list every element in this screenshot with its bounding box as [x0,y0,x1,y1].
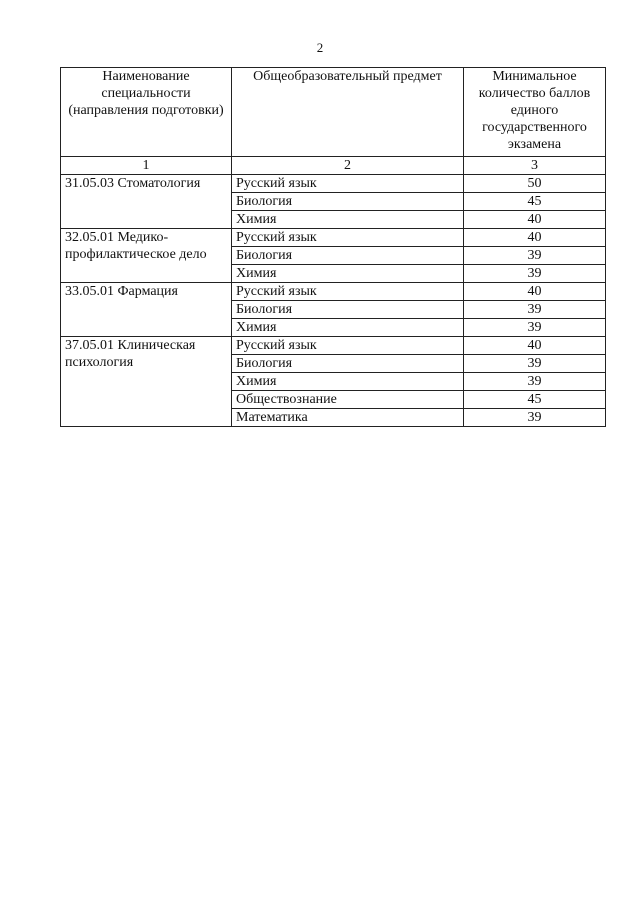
subject-cell: Биология [232,301,464,319]
subject-cell: Биология [232,355,464,373]
subject-cell: Обществознание [232,391,464,409]
subject-cell: Русский язык [232,175,464,193]
header-specialty: Наименование специальности (направления подготовки) [61,68,232,157]
table-row [61,283,606,301]
specialty-cell: 33.05.01 Фармация [61,283,232,337]
column-number: 2 [232,157,464,175]
table-body [61,175,606,427]
subject-cell: Химия [232,319,464,337]
score-cell: 39 [464,355,606,373]
score-cell: 45 [464,193,606,211]
subject-cell: Биология [232,193,464,211]
column-number: 3 [464,157,606,175]
score-cell: 39 [464,301,606,319]
table-row [61,337,606,355]
column-number-row [61,157,606,175]
table-header-row [61,68,606,157]
subject-cell: Химия [232,211,464,229]
subject-cell: Русский язык [232,337,464,355]
score-cell: 40 [464,283,606,301]
column-number: 1 [61,157,232,175]
subject-cell: Химия [232,373,464,391]
subject-cell: Биология [232,247,464,265]
page-number: 2 [316,40,324,55]
subject-cell: Русский язык [232,229,464,247]
specialty-cell: 32.05.01 Медико-профилактическое дело [61,229,232,283]
score-cell: 39 [464,319,606,337]
subject-cell: Математика [232,409,464,427]
score-cell: 50 [464,175,606,193]
header-min-score: Минимальное количество баллов единого государственного экзамена [464,68,606,157]
score-cell: 39 [464,247,606,265]
specialty-cell: 37.05.01 Клиническая психология [61,337,232,427]
header-subject: Общеобразовательный предмет [232,68,464,157]
table-row [61,229,606,247]
score-cell: 45 [464,391,606,409]
score-cell: 39 [464,409,606,427]
subject-cell: Русский язык [232,283,464,301]
score-cell: 40 [464,337,606,355]
score-cell: 40 [464,229,606,247]
score-cell: 39 [464,265,606,283]
score-cell: 40 [464,211,606,229]
exam-scores-table [60,67,606,427]
specialty-cell: 31.05.03 Стоматология [61,175,232,229]
subject-cell: Химия [232,265,464,283]
score-cell: 39 [464,373,606,391]
table-row [61,175,606,193]
